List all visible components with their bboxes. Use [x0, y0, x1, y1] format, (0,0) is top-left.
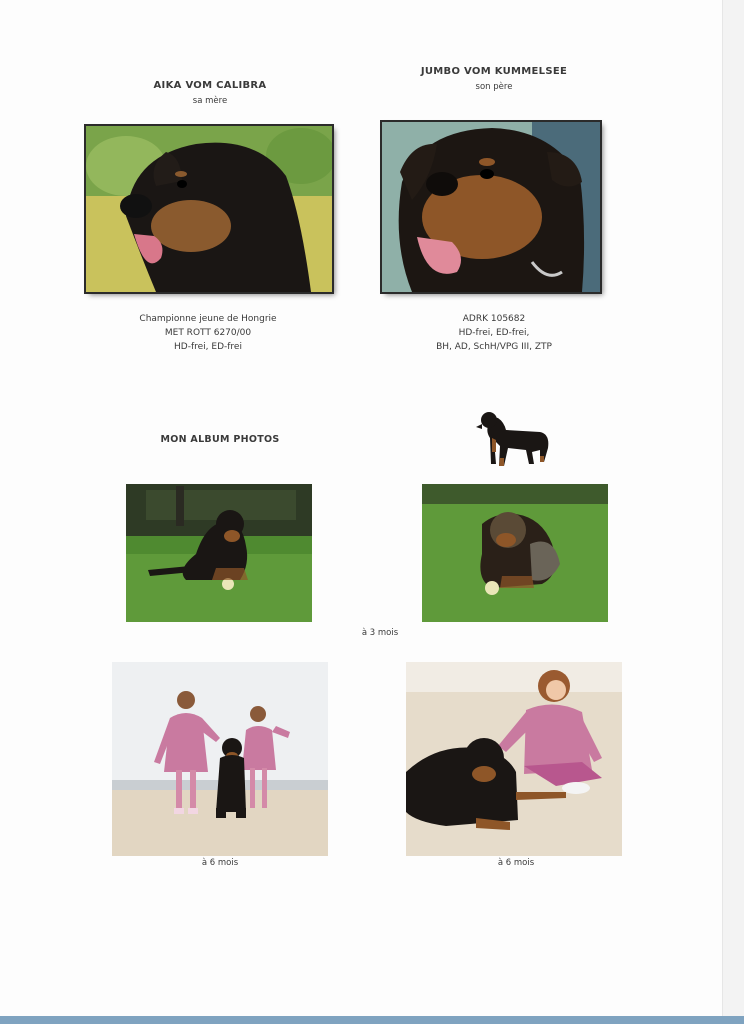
rottweiler-logo	[474, 396, 554, 472]
father-role: son père	[475, 82, 513, 92]
father-info-line: ADRK 105682	[462, 314, 526, 324]
scan-edge	[722, 0, 744, 1024]
mother-info-line: HD-frei, ED-frei	[174, 342, 242, 352]
album-photo-puppy-grass-1	[126, 484, 312, 622]
father-photo	[382, 122, 600, 292]
mother-role: sa mère	[192, 96, 228, 106]
caption-3-months: à 3 mois	[361, 628, 399, 638]
album-heading: MON ALBUM PHOTOS	[160, 434, 280, 445]
caption-6-months-left: à 6 mois	[201, 858, 239, 868]
mother-info-line: MET ROTT 6270/00	[164, 328, 252, 338]
album-photo-puppy-grass-2	[422, 484, 608, 622]
caption-6-months-right: à 6 mois	[497, 858, 535, 868]
mother-photo	[86, 126, 332, 292]
album-photo-beach-girls	[112, 662, 328, 856]
album-photo-girl-with-dog	[406, 662, 622, 856]
scan-bottom-edge	[0, 1016, 744, 1024]
father-info-line: BH, AD, SchH/VPG III, ZTP	[436, 342, 552, 352]
mother-info-line: Championne jeune de Hongrie	[139, 314, 277, 324]
father-name: JUMBO VOM KUMMELSEE	[420, 66, 568, 77]
father-info-line: HD-frei, ED-frei,	[458, 328, 530, 338]
mother-name: AIKA VOM CALIBRA	[153, 80, 267, 91]
